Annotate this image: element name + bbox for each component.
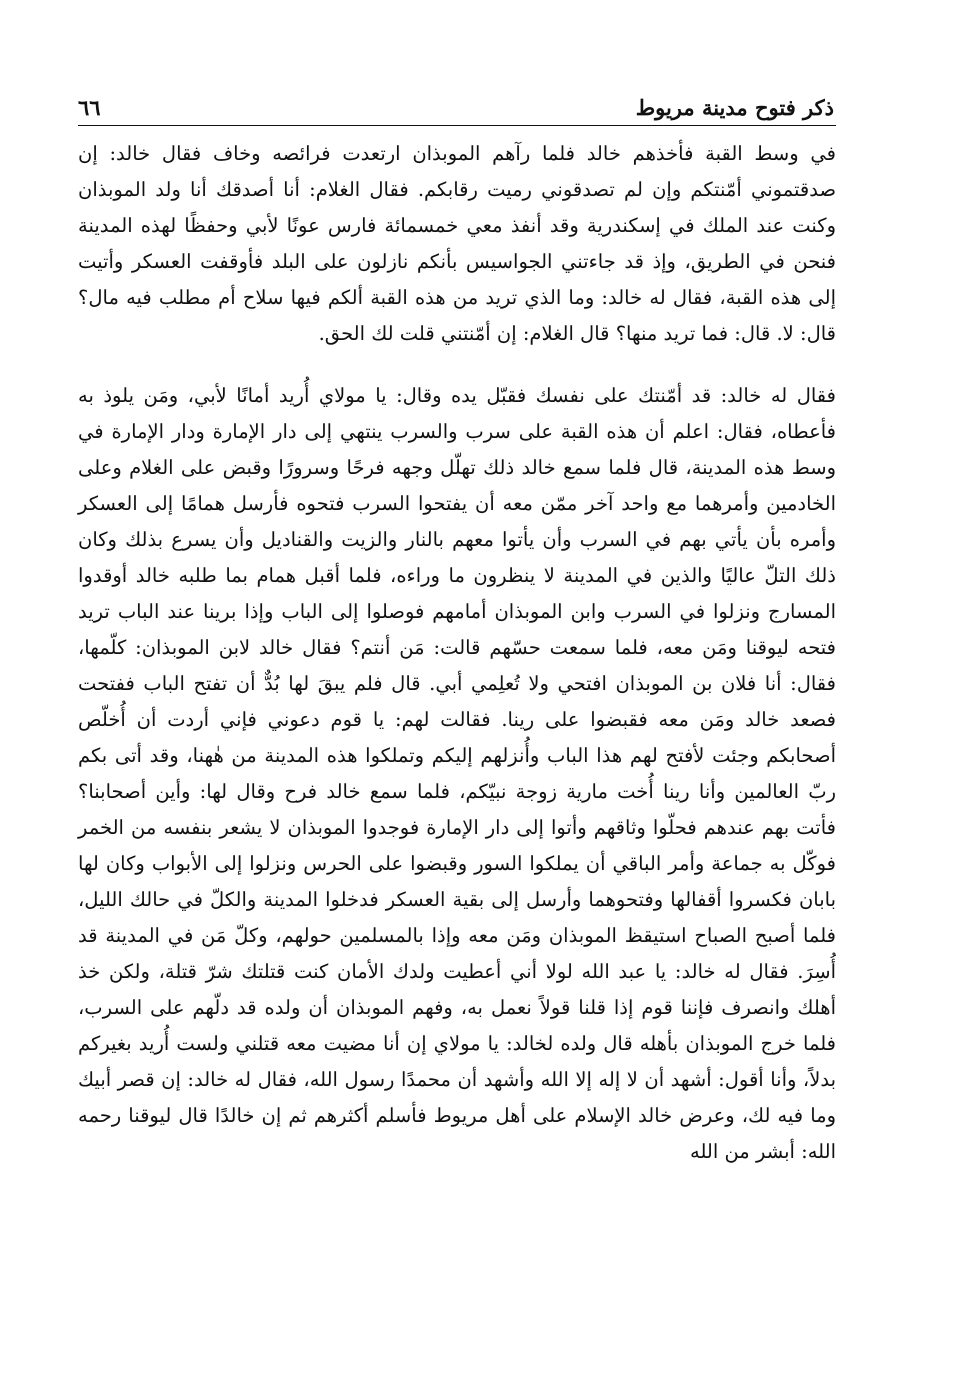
body-text xyxy=(78,136,836,1170)
page-number: ٦٦ xyxy=(78,95,101,120)
paragraph-1: في وسط القبة فأخذهم خالد فلما رآهم الموبذان ارتعدت فرائصه وخاف فقال خالد: إن صدقتموني أمّنتكم وإن لم تصدقوني رميت رقابكم. فقال الغلام: أنا أصدقك أنا ولد الموبذان وكنت عند الملك في إسكندرية وقد أنفذ معي خمسمائة فارس عونًا لأبي وحفظًا لهذه المدينة فنحن في الطريق، وإذ قد جاءتني الجواسيس بأنكم نازلون على البلد فأوقفت العسكر وأتيت إلى هذه القبة، فقال له خالد: وما الذي تريد من هذه القبة ألكم فيها سلاح أم مطلب فيه مال؟ قال: لا. قال: فما تريد منها؟ قال الغلام: إن أمّنتني قلت لك الحق. xyxy=(78,142,836,345)
page-header xyxy=(78,82,834,120)
header-rule xyxy=(78,125,836,126)
paragraph-2: فقال له خالد: قد أمّنتك على نفسك فقبّل يده وقال: يا مولاي أُريد أمانًا لأبي، ومَن يلوذ به فأعطاه، فقال: اعلم أن هذه القبة على سرب والسرب ينتهي إلى دار الإمارة ودار الإمارة في وسط هذه المدينة، قال فلما سمع خالد ذلك تهلّل وجهه فرحًا وسرورًا وقبض على الغلام وعلى الخادمين وأمرهما مع واحد آخر ممّن معه أن يفتحوا السرب فتحوه فأرسل همامًا إلى العسكر وأمره بأن يأتي بهم في السرب وأن يأتوا معهم بالنار والزيت والقناديل وأن يسرع بذلك وكان ذلك التلّ عاليًا والذين في المدينة لا ينظرون ما وراءه، فلما أقبل همام بما طلبه خالد أوقدوا المسارج ونزلوا في السرب وابن الموبذان أمامهم فوصلوا إلى الباب وإذا برينا عند الباب تريد فتحه ليوقنا ومَن معه، فلما سمعت حسّهم قالت: مَن أنتم؟ فقال خالد لابن الموبذان: كلّمها، فقال: أنا فلان بن الموبذان افتحي ولا تُعلِمي أبي. قال فلم يبقَ لها بُدٌّ أن تفتح الباب ففتحت فصعد خالد ومَن معه فقبضوا على رينا. فقالت لهم: يا قوم دعوني فإني أردت أن أُخلّص أصحابكم وجئت لأفتح لهم هذا الباب وأُنزلهم إليكم وتملكوا هذه المدينة من هٰهنا، وقد أتى بكم ربّ العالمين وأنا رينا أُخت مارية زوجة نبيّكم، فلما سمع خالد فرح وقال لها: وأين أصحابنا؟ فأتت بهم عندهم فحلّوا وثاقهم وأتوا إلى دار الإمارة فوجدوا الموبذان لا يشعر بنفسه من الخمر فوكّل به جماعة وأمر الباقي أن يملكوا السور وقبضوا على الحرس ونزلوا إلى الأبواب وكان لها بابان فكسروا أقفالها وفتحوهما وأرسل إلى بقية العسكر فدخلوا المدينة والكلّ في حالك الليل، فلما أصبح الصباح استيقظ الموبذان ومَن معه وإذا بالمسلمين حولهم، وكلّ مَن في المدينة قد أُسِرَ. فقال له خالد: يا عبد الله لولا أني أعطيت ولدك الأمان كنت قتلتك شرّ قتلة، ولكن خذ أهلك وانصرف فإننا قوم إذا قلنا قولاً نعمل به، وفهم الموبذان أن ولده قد دلّهم على السرب، فلما خرج الموبذان بأهله قال ولده لخالد: يا مولاي إن أنا مضيت معه قتلني ولست أُريد بغيركم بدلاً، وأنا أقول: أشهد أن لا إله إلا الله وأشهد أن محمدًا رسول الله، فقال له خالد: إن قصر أبيك وما فيه لك، وعرض خالد الإسلام على أهل مريوط فأسلم أكثرهم ثم إن خالدًا قال ليوقنا رحمه الله: أبشر من الله xyxy=(78,384,836,1163)
running-title: ذكر فتوح مدينة مريوط xyxy=(635,95,834,120)
